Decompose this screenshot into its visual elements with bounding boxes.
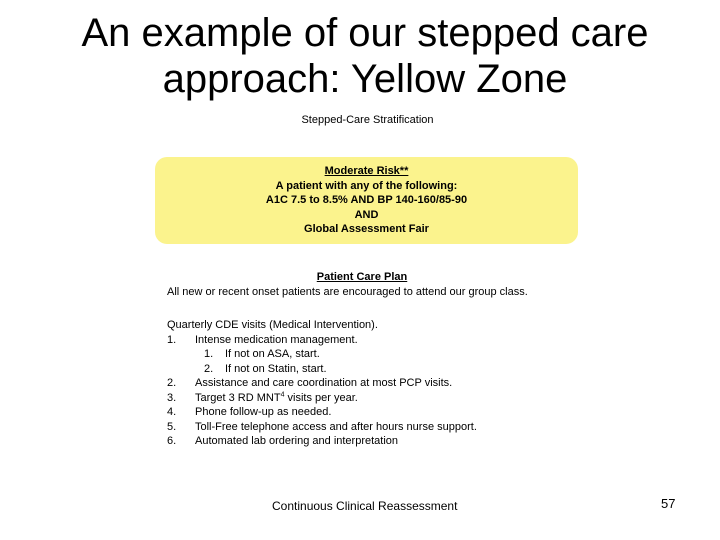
risk-line: A1C 7.5 to 8.5% AND BP 140-160/85-90: [265, 194, 468, 206]
sub-list-item: [167, 347, 587, 362]
quarterly-visits: Quarterly CDE visits (Medical Intervention).: [167, 319, 378, 331]
list-item: [167, 405, 587, 420]
item-number: 1.: [204, 348, 214, 360]
item-number: 4.: [167, 406, 177, 418]
plan-intro: All new or recent onset patients are encouraged to attend our group class.: [167, 285, 528, 298]
list-item: [167, 434, 587, 449]
sub-list-item: [167, 362, 587, 377]
superscript: 4: [280, 390, 285, 398]
footer-text: Continuous Clinical Reassessment: [272, 499, 458, 513]
item-text: Automated lab ordering and interpretation: [195, 435, 399, 447]
item-text: If not on Statin, start.: [225, 362, 327, 375]
slide-title: An example of our stepped care approach: Yellow Zone: [81, 11, 649, 101]
item-text: [195, 391, 358, 406]
list-item: [167, 376, 587, 391]
item-number: 3.: [167, 391, 177, 404]
patient-care-plan: [167, 270, 587, 449]
moderate-risk-box: [155, 157, 578, 244]
item-text-part: visits per year.: [284, 391, 358, 404]
plan-heading: Patient Care Plan: [316, 271, 408, 283]
item-number: 5.: [167, 420, 177, 433]
item-text: Phone follow-up as needed.: [195, 406, 332, 418]
item-text: If not on ASA, start.: [225, 348, 320, 360]
list-item: [167, 391, 587, 406]
risk-line: AND: [354, 208, 379, 221]
page-number: 57: [661, 496, 676, 511]
item-text: Toll-Free telephone access and after hours nurse support.: [195, 420, 477, 433]
item-text: Assistance and care coordination at most PCP visits.: [195, 377, 453, 389]
subtitle: Stepped-Care Stratification: [301, 114, 434, 126]
risk-heading: Moderate Risk**: [324, 165, 409, 177]
list-item: [167, 420, 587, 435]
item-number: 1.: [167, 333, 177, 346]
risk-line: A patient with any of the following:: [275, 179, 458, 192]
item-number: 2.: [167, 377, 177, 389]
item-text: Intense medication management.: [195, 333, 358, 346]
list-item: [167, 333, 587, 348]
item-number: 6.: [167, 435, 177, 447]
item-text-part: Target 3 RD MNT: [195, 391, 281, 404]
item-number: 2.: [204, 362, 214, 375]
risk-line: Global Assessment Fair: [304, 223, 429, 235]
